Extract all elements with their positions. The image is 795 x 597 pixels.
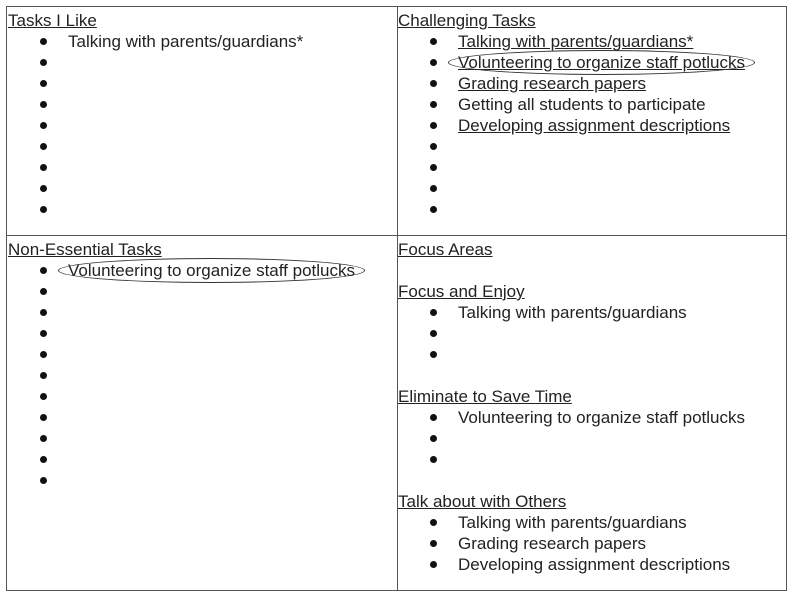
- empty-list-item: [398, 199, 745, 220]
- empty-list-item: [8, 470, 355, 491]
- empty-list-item: [8, 199, 303, 220]
- list-item: [398, 554, 745, 575]
- tasks-i-like-list: [8, 31, 303, 220]
- challenging-tasks-list: [398, 31, 745, 220]
- list-item-text: Talking with parents/guardians: [458, 303, 687, 322]
- tasks-i-like-title: Tasks I Like: [8, 11, 97, 30]
- empty-list-item: [398, 136, 745, 157]
- list-item-text: Volunteering to organize staff potlucks: [458, 408, 745, 427]
- list-item: [8, 31, 303, 52]
- focus-and-enjoy-heading: Focus and Enjoy: [398, 282, 525, 301]
- non-essential-tasks-list: [8, 260, 355, 491]
- empty-list-item: [8, 157, 303, 178]
- empty-list-item: [8, 52, 303, 73]
- circled-item-text: Volunteering to organize staff potlucks: [68, 261, 355, 280]
- empty-list-item: [8, 386, 355, 407]
- empty-list-item: [398, 157, 745, 178]
- circled-item-text: Volunteering to organize staff potlucks: [458, 53, 745, 72]
- list-item: [398, 302, 745, 323]
- empty-list-item: [8, 281, 355, 302]
- empty-list-item: [8, 178, 303, 199]
- list-item: [398, 533, 745, 554]
- empty-list-item: [8, 428, 355, 449]
- list-item: [398, 52, 745, 73]
- challenging-tasks-cell: [398, 10, 745, 220]
- list-item-text: Talking with parents/guardians: [458, 513, 687, 532]
- list-item-text: Grading research papers: [458, 74, 647, 93]
- empty-list-item: [8, 407, 355, 428]
- empty-list-item: [398, 344, 745, 365]
- row-divider: [7, 235, 786, 236]
- tasks-i-like-cell: [8, 10, 303, 220]
- empty-list-item: [398, 178, 745, 199]
- non-essential-tasks-cell: [8, 239, 355, 491]
- eliminate-list: [398, 407, 745, 470]
- list-item: [398, 73, 745, 94]
- focus-areas-cell: [398, 239, 745, 575]
- empty-list-item: [8, 344, 355, 365]
- empty-list-item: [8, 302, 355, 323]
- empty-list-item: [398, 449, 745, 470]
- talk-about-heading: Talk about with Others: [398, 492, 567, 511]
- list-item-text: Getting all students to participate: [458, 95, 706, 114]
- list-item-text: Talking with parents/guardians*: [458, 32, 694, 51]
- list-item: [398, 512, 745, 533]
- eliminate-heading: Eliminate to Save Time: [398, 387, 572, 406]
- focus-areas-title: Focus Areas: [398, 240, 493, 259]
- empty-list-item: [8, 115, 303, 136]
- list-item: [398, 115, 745, 136]
- challenging-tasks-title: Challenging Tasks: [398, 11, 536, 30]
- list-item-text: Developing assignment descriptions: [458, 555, 731, 574]
- empty-list-item: [398, 323, 745, 344]
- non-essential-tasks-title: Non-Essential Tasks: [8, 240, 162, 259]
- empty-list-item: [8, 73, 303, 94]
- empty-list-item: [8, 136, 303, 157]
- empty-list-item: [8, 323, 355, 344]
- list-item-text: Grading research papers: [458, 534, 647, 553]
- focus-and-enjoy-list: [398, 302, 745, 365]
- list-item: [398, 94, 745, 115]
- list-item: [398, 31, 745, 52]
- empty-list-item: [398, 428, 745, 449]
- empty-list-item: [8, 365, 355, 386]
- list-item: [8, 260, 355, 281]
- list-item-text: Talking with parents/guardians*: [68, 32, 304, 51]
- empty-list-item: [8, 94, 303, 115]
- empty-list-item: [8, 449, 355, 470]
- talk-about-list: [398, 512, 745, 575]
- list-item: [398, 407, 745, 428]
- list-item-text: Developing assignment descriptions: [458, 116, 731, 135]
